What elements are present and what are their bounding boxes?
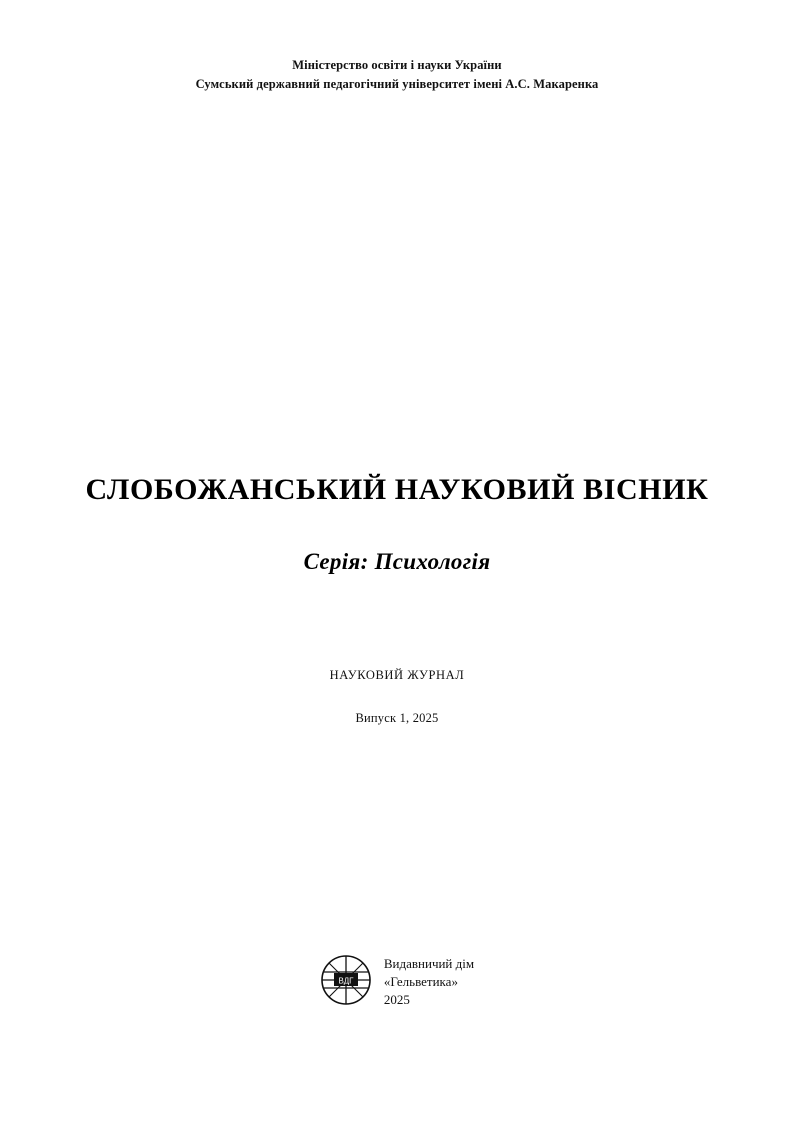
publisher-imprint bbox=[384, 952, 474, 1009]
svg-text:ВДГ: ВДГ bbox=[338, 976, 354, 986]
ministry-line: Міністерство освіти і науки України bbox=[292, 58, 502, 72]
journal-series-block bbox=[0, 549, 794, 575]
issuing-organisations bbox=[0, 56, 794, 94]
series-title: Серія: Психологія bbox=[303, 549, 491, 574]
issue-label: Випуск 1, 2025 bbox=[355, 711, 439, 725]
helvetica-publishing-house-logo-icon bbox=[320, 954, 372, 1006]
page-title: СЛОБОЖАНСЬКИЙ НАУКОВИЙ ВІСНИК bbox=[85, 473, 709, 507]
university-line: Сумський державний педагогічний університет імені А.С. Макаренка bbox=[195, 77, 599, 91]
publisher-block bbox=[0, 952, 794, 1009]
journal-kind-label: НАУКОВИЙ ЖУРНАЛ bbox=[329, 668, 465, 682]
publisher-name-line2: «Гельветика» bbox=[383, 974, 458, 989]
journal-title-block bbox=[0, 452, 794, 528]
publisher-name-line1: Видавничий дім bbox=[383, 956, 475, 971]
publisher-year: 2025 bbox=[383, 992, 410, 1007]
